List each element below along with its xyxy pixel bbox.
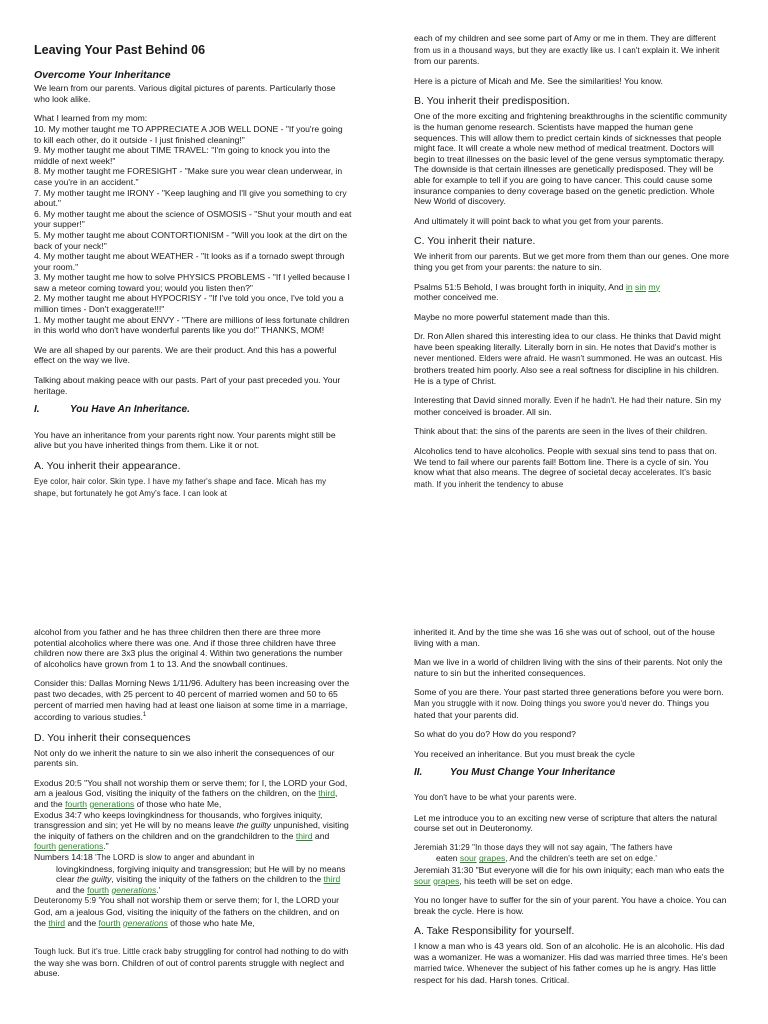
- list-item: 5. My mother taught me about CONTORTIONISM - "Will you look at the dirt on the back of your neck!": [34, 229, 348, 251]
- cross-reference-link[interactable]: sour: [414, 875, 431, 886]
- alcohol-paragraph: alcohol from you father and he has three children then there are three more potential alcoholics where there was one. And if those three children have three children now there are 3x3 plus the original 4. Within two generations the number of alcoholics have grown from 1 to 13. And the snowball continues.: [34, 627, 343, 669]
- cross-reference-link[interactable]: fourth: [65, 798, 88, 809]
- column-bottom-left: [34, 627, 352, 988]
- list-item: 7. My mother taught me IRONY - "Keep laughing and I'll give you something to cry about.": [34, 187, 347, 209]
- list-item: 2. My mother taught me about HYPOCRISY - "If I've told you once, I've told you a million times - Don't exaggerate!!!": [34, 293, 344, 315]
- shaped-paragraph: We are all shaped by our parents. We are their product. And this has a powerful effect on the way we live.: [34, 344, 337, 366]
- cross-reference-link[interactable]: my: [648, 281, 660, 292]
- consequences-paragraph: Not only do we inherit the nature to sin we also inherit the consequences of our parents sin.: [34, 747, 335, 769]
- cross-reference-link[interactable]: sour: [459, 853, 477, 864]
- cross-reference-link[interactable]: generations: [111, 884, 157, 895]
- cross-reference-link[interactable]: third: [323, 874, 341, 885]
- peace-paragraph: Talking about making peace with our pasts. Part of your past preceded you. Your heritage.: [34, 375, 341, 396]
- appearance-paragraph: Eye color, hair color. Skin type. I have my father's shape and face. Micah has my shape, but fortunately he got Amy's face. I can look at: [34, 476, 327, 498]
- dont-have-paragraph: You don't have to be what your parents were.: [414, 792, 577, 802]
- no-longer-paragraph: You no longer have to suffer for the sin of your parent. You have a choice. You can break the cycle. Here is how.: [414, 895, 727, 916]
- genome-paragraph: One of the more exciting and frightening breakthroughs in the scientific community is the human genome research. Scientists have mapped the human gene sequences. This will allow them to predict certain kinds of sicknesses that people might face. It will create a whole new method of medical treatment. Doctors will begin to treat illnesses on the basic level of the gene versus symptomatic therapy. The downside is that certain illnesses are genetically predisposed. They will be able for example to tell if you are going to have cancer. This could cause some insurance companies to deny coverage based on the genetic prediction. Whole New World of discovery.: [414, 111, 727, 207]
- numbers-verse: Numbers 14:18 'The LORD is slow to anger and abundant in: [34, 851, 255, 862]
- some-paragraph: Some of you are there. Your past started three generations before you were born. Man you struggle with it now. Doing things you swore you'd never do. Things you hated that your parents did.: [414, 687, 724, 720]
- list-item: 1. My mother taught me about ENVY - "There are millions of less fortunate children in this world who don't have wonderful parents like you do!" THANKS, MOM!: [34, 314, 350, 336]
- children-paragraph: each of my children and see some part of Amy or me in them. They are different from us in a thousand ways, but they are exactly like us. I can't explain it. We inherit from our parents.: [414, 33, 720, 67]
- subheading-d: D. You inherit their consequences: [34, 731, 191, 744]
- inherited-paragraph: inherited it. And by the time she was 16 she was out of school, out of the house living with a man.: [414, 627, 715, 648]
- section-2-heading: [414, 768, 730, 779]
- micah-paragraph: Here is a picture of Micah and Me. See the similarities! You know.: [414, 75, 663, 86]
- cross-reference-link[interactable]: generations: [89, 798, 135, 809]
- alcoholics-paragraph: Alcoholics tend to have alcoholics. People with sexual sins tend to pass that on. We tend to fail where our parents fail! Bottom line. There is a cycle of sin. You know what that also means. The degree of societal decay accelerates. It's basic math. If you inherit the tendency to abuse: [414, 446, 717, 489]
- man43-paragraph: I know a man who is 43 years old. Son of an alcoholic. He is an alcoholic. His dad was a womanizer. He was a womanizer. His dad was married three times. He's been married twice. Whenever the subject of his father comes up he is angry. Has little respect for his dad. Harsh tones. Critical.: [414, 941, 728, 986]
- list-item: 10. My mother taught me TO APPRECIATE A JOB WELL DONE - "If you're going to kill each other, do it outside - I just finished cleaning!": [34, 123, 343, 145]
- nature-paragraph: We inherit from our parents. But we get more from them than our genes. One more thing you get from your parents: the nature to sin.: [414, 251, 730, 272]
- think-paragraph: Think about that: the sins of the parents are seen in the lives of their children.: [414, 426, 708, 437]
- subtitle: Overcome Your Inheritance: [34, 68, 171, 81]
- cross-reference-link[interactable]: fourth: [98, 917, 121, 928]
- dallas-paragraph: Consider this: Dallas Morning News 1/11/96. Adultery has been increasing over the past two decades, with 25 percent to 40 percent of married women and 50 to 65 percent of married men having had at least one liaison at some time in a marriage, according to various studies.$^1$: [34, 678, 350, 723]
- world-paragraph: Man we live in a world of children living with the sins of their parents. Not only the nature to sin but the inherited consequences.: [414, 657, 723, 678]
- jeremiah-30-verse: Jeremiah 31:30 "But everyone will die for his own iniquity; each man who eats the sour grapes, his teeth will be set on edge.: [414, 864, 725, 886]
- column-top-right: [414, 33, 730, 499]
- cross-reference-link[interactable]: third: [318, 788, 335, 799]
- intro-paragraph: We learn from our parents. Various digital pictures of parents. Particularly those who look alike.: [34, 83, 336, 104]
- numbers-verse-continued: lovingkindness, forgiving iniquity and transgression; but He will by no means clear the guilty, visiting the iniquity of the fathers on the children to the third and the fourth generations.': [56, 863, 346, 895]
- cross-reference-link[interactable]: generations: [122, 917, 168, 928]
- jeremiah-block: [414, 843, 730, 886]
- received-paragraph: You received an inheritance. But you must break the cycle: [414, 748, 635, 759]
- section-number: I.: [34, 404, 40, 416]
- list-item: 8. My mother taught me FORESIGHT - "Make sure you wear clean underwear, in case you're in an accident.": [34, 166, 343, 187]
- section-title: You Have An Inheritance.: [70, 404, 190, 416]
- cross-reference-link[interactable]: grapes: [479, 853, 506, 864]
- scripture-block: [34, 778, 352, 928]
- cross-reference-link[interactable]: in: [625, 281, 633, 292]
- subheading-a: A. You inherit their appearance.: [34, 460, 181, 472]
- maybe-paragraph: Maybe no more powerful statement made than this.: [414, 311, 610, 322]
- column-bottom-right: [414, 627, 730, 995]
- interesting-paragraph: Interesting that David sinned morally. Even if he hadn't. He had their nature. Sin my mother conceived is broader. All sin.: [414, 395, 722, 417]
- inheritance-paragraph: You have an inheritance from your parents right now. Your parents might still be alive but you have inherited things from them. Like it or not.: [34, 429, 336, 451]
- cross-reference-link[interactable]: third: [48, 917, 66, 928]
- jeremiah-29-verse-continued: eaten sour grapes, And the children's teeth are set on edge.': [436, 853, 658, 864]
- list-item: 4. My mother taught me about WEATHER - "It looks as if a tornado swept through your room.": [34, 251, 345, 272]
- cross-reference-link[interactable]: fourth: [34, 841, 56, 852]
- footnote-marker[interactable]: 1: [142, 712, 147, 719]
- section-1-heading: [34, 405, 352, 416]
- mom-list-heading: What I learned from my mom:: [34, 113, 148, 124]
- cross-reference-link[interactable]: generations: [58, 841, 104, 852]
- cross-reference-link[interactable]: grapes: [433, 875, 460, 886]
- jeremiah-29-verse: Jeremiah 31:29 "In those days they will not say again, 'The fathers have: [414, 842, 673, 852]
- cross-reference-link[interactable]: third: [295, 830, 313, 841]
- section-number: II.: [414, 767, 423, 779]
- subheading-c: C. You inherit their nature.: [414, 235, 536, 248]
- list-item: 9. My mother taught me about TIME TRAVEL: "I'm going to knock you into the middle of next week!": [34, 145, 331, 166]
- mom-list: [34, 113, 352, 335]
- deuteronomy-verse: Deuteronomy 5:9 'You shall not worship them or serve them; for I, the LORD your God, am a jealous God, visiting the iniquity of the fathers on the children, and on the third and the fourth generations of those who hate Me,: [34, 895, 340, 928]
- section-title: You Must Change Your Inheritance: [450, 767, 616, 779]
- cross-reference-link[interactable]: fourth: [87, 884, 110, 895]
- subheading-a2: A. Take Responsibility for yourself.: [414, 925, 575, 938]
- cross-reference-link[interactable]: sin: [635, 281, 647, 292]
- list-item: 6. My mother taught me about the science of OSMOSIS - "Shut your mouth and eat your supper!": [34, 208, 352, 230]
- page-title: Leaving Your Past Behind 06: [34, 43, 206, 57]
- let-me-paragraph: Let me introduce you to an exciting new verse of scripture that alters the natural course set out in Deuteronomy.: [414, 812, 717, 834]
- psalm-verse: Psalms 51:5 Behold, I was brought forth in iniquity, And in sin my mother conceived me.: [414, 281, 660, 303]
- exodus-34-verse: Exodus 34:7 who keeps lovingkindness for thousands, who forgives iniquity, transgression and sin; yet He will by no means leave the guilty unpunished, visiting the iniquity of fathers on the children and on the grandchildren to the third and fourth generations.": [34, 809, 349, 852]
- sowhat-paragraph: So what do you do? How do you respond?: [414, 729, 576, 740]
- allen-paragraph: Dr. Ron Allen shared this interesting idea to our class. He thinks that David might have been speaking literally. Literally born in sin. He notes that David's mother is never mentioned. Elders were afraid. He wasn't summoned. He was an outcast. His brothers treated him poorly. Also see a real softness for discipline in his children. He is a type of Christ.: [414, 331, 723, 386]
- column-top-left: [34, 33, 352, 508]
- exodus-20-verse: Exodus 20:5 "You shall not worship them or serve them; for I, the LORD your God, am a jealous God, visiting the iniquity of the fathers on the children, on the third, and the fourth generations of those who hate Me,: [34, 777, 348, 809]
- point-back-paragraph: And ultimately it will point back to what you get from your parents.: [414, 215, 664, 226]
- list-item: 3. My mother taught me how to solve PHYSICS PROBLEMS - "If I yelled because I saw a meteor coming toward you; would you listen then?": [34, 272, 350, 293]
- tough-paragraph: Tough luck. But it's true. Little crack baby struggling for control had nothing to do with the way she was born. Children of out of control parents struggle with neglect and abuse.: [34, 946, 349, 979]
- subheading-b: B. You inherit their predisposition.: [414, 95, 570, 108]
